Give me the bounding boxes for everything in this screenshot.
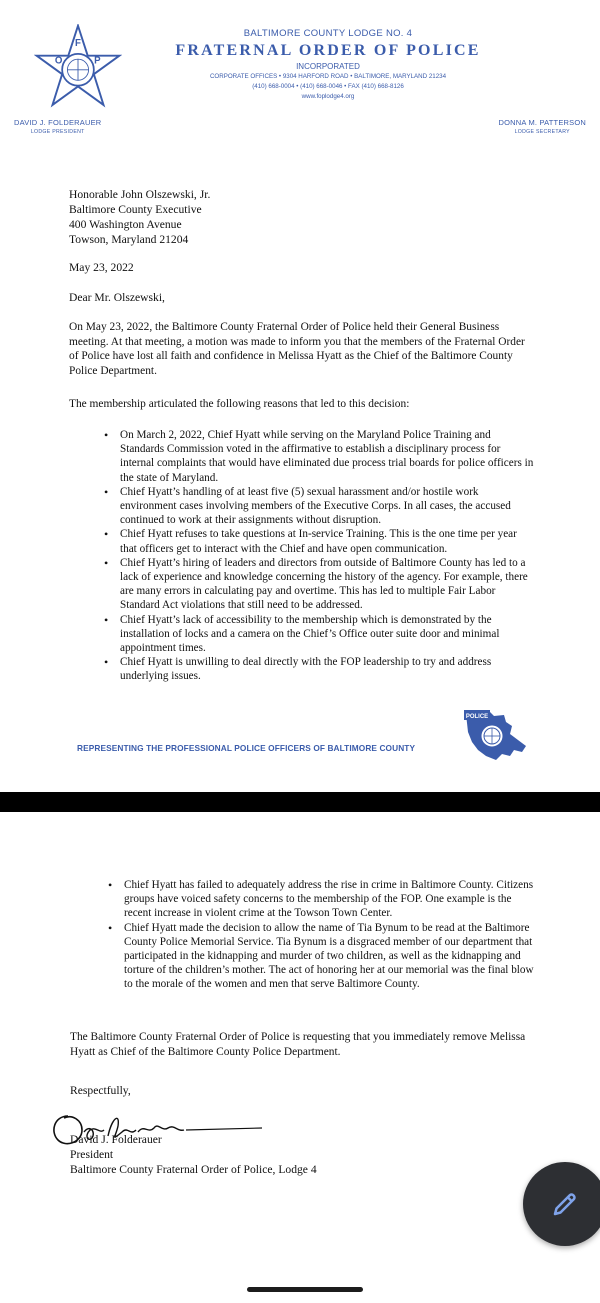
reason-item: • Chief Hyatt’s handling of at least five (5) sexual harassment and/or hostile work environment cases involving members of the Executive Corps. In all cases, the accused continued to work at their assignments without disruption. <box>104 485 536 528</box>
reason-item: • Chief Hyatt is unwilling to deal directly with the FOP leadership to try and address underlying issues. <box>104 655 536 683</box>
pencil-icon <box>550 1189 580 1219</box>
recipient-line: Baltimore County Executive <box>69 203 202 216</box>
incorporated-label: INCORPORATED <box>296 62 360 71</box>
edit-fab-button[interactable] <box>523 1162 600 1246</box>
reasons-intro: The membership articulated the following reasons that led to this decision: <box>69 398 410 410</box>
footer-tagline: REPRESENTING THE PROFESSIONAL POLICE OFFICERS OF BALTIMORE COUNTY <box>77 743 416 753</box>
recipient-line: Honorable John Olszewski, Jr. <box>69 188 211 201</box>
phone-numbers: (410) 668-0004 • (410) 668-0046 • FAX (410) 668-8126 <box>252 83 404 90</box>
salutation: Dear Mr. Olszewski, <box>69 291 165 304</box>
opening-paragraph: On May 23, 2022, the Baltimore County Fraternal Order of Police held their General Business meeting. At that meeting, a motion was made to inform you that the members of the Fraternal Order of Police have lost all faith and confidence in Melissa Hyatt as the Chief of the Baltimore County Police Department. <box>69 321 525 377</box>
president-name: DAVID J. FOLDERAUER <box>14 118 102 127</box>
signer-name: David J. Folderauer <box>70 1133 162 1146</box>
request-paragraph: The Baltimore County Fraternal Order of Police is requesting that you immediately remove Melissa Hyatt as Chief of the Baltimore County Police Department. <box>70 1031 526 1058</box>
closing: Respectfully, <box>70 1084 131 1097</box>
reason-item: • Chief Hyatt refuses to take questions at In-service Training. This is the one time per year that officers get to interact with the Chief and have open communication. <box>104 527 536 555</box>
baltimore-county-map-icon <box>460 706 532 764</box>
home-indicator[interactable] <box>247 1287 363 1292</box>
signer-title: President <box>70 1148 114 1161</box>
reason-item: • Chief Hyatt’s lack of accessibility to the membership which is demonstrated by the installation of locks and a camera on the Chief’s Office outer suite door and minimal appointment times. <box>104 613 536 656</box>
reason-item: • On March 2, 2022, Chief Hyatt while serving on the Maryland Police Training and Standards Commission voted in the affirmative to establish a disciplinary process for internal complaints that would have eliminated due process trial boards for police officers in the state of Maryland. <box>104 428 536 485</box>
website: www.foplodge4.org <box>301 93 355 100</box>
recipient-address <box>69 187 210 247</box>
letterhead-text <box>128 28 528 102</box>
secretary-title: LODGE SECRETARY <box>514 129 570 135</box>
signer-organization: Baltimore County Fraternal Order of Police, Lodge 4 <box>70 1163 317 1176</box>
letter-date: May 23, 2022 <box>69 261 134 274</box>
seal-letter-p: P <box>94 55 101 67</box>
reason-item: • Chief Hyatt’s hiring of leaders and directors from outside of Baltimore County has led to a lack of experience and knowledge concerning the history of the agency. For example, there are many errors in calculating pay and overtime. This has led to multiple Fair Labor Standard Act violations that still need to be addressed. <box>104 556 536 613</box>
secretary-name: DONNA M. PATTERSON <box>498 118 586 127</box>
lodge-secretary-block <box>499 118 587 136</box>
signature-block <box>70 1132 317 1177</box>
reason-item: • Chief Hyatt has failed to adequately address the rise in crime in Baltimore County. Citizens groups have voiced safety concerns to the membership of the FOP. One example is the recent increase in violent crime at the Towson Town Center. <box>108 878 538 921</box>
recipient-line: Towson, Maryland 21204 <box>69 233 189 246</box>
lodge-president-block <box>14 118 101 136</box>
reason-item: • Chief Hyatt made the decision to allow the name of Tia Bynum to be read at the Baltimore County Police Memorial Service. Tia Bynum is a disgraced member of our department that participated in the kidnapping and murder of two children, as well as the kidnapping and torture of the children’s mother. The act of honoring her at our memorial was the final blow to the morale of the women and men that serve Baltimore County. <box>108 921 538 992</box>
seal-letter-f: F <box>75 38 81 49</box>
reasons-list-continued <box>108 878 538 992</box>
president-title: LODGE PRESIDENT <box>30 129 85 135</box>
lodge-name: BALTIMORE COUNTY LODGE NO. 4 <box>243 28 413 39</box>
letter-page-2 <box>0 812 600 1303</box>
seal-letter-o: O <box>54 55 63 67</box>
recipient-line: 400 Washington Avenue <box>69 218 182 231</box>
office-address: CORPORATE OFFICES • 9304 HARFORD ROAD • BALTIMORE, MARYLAND 21234 <box>209 73 447 80</box>
page-divider <box>0 792 600 812</box>
organization-name: FRATERNAL ORDER OF POLICE <box>175 42 481 59</box>
fop-star-seal-icon <box>34 24 122 112</box>
reasons-list <box>104 428 536 684</box>
map-badge-label: POLICE <box>465 714 489 720</box>
